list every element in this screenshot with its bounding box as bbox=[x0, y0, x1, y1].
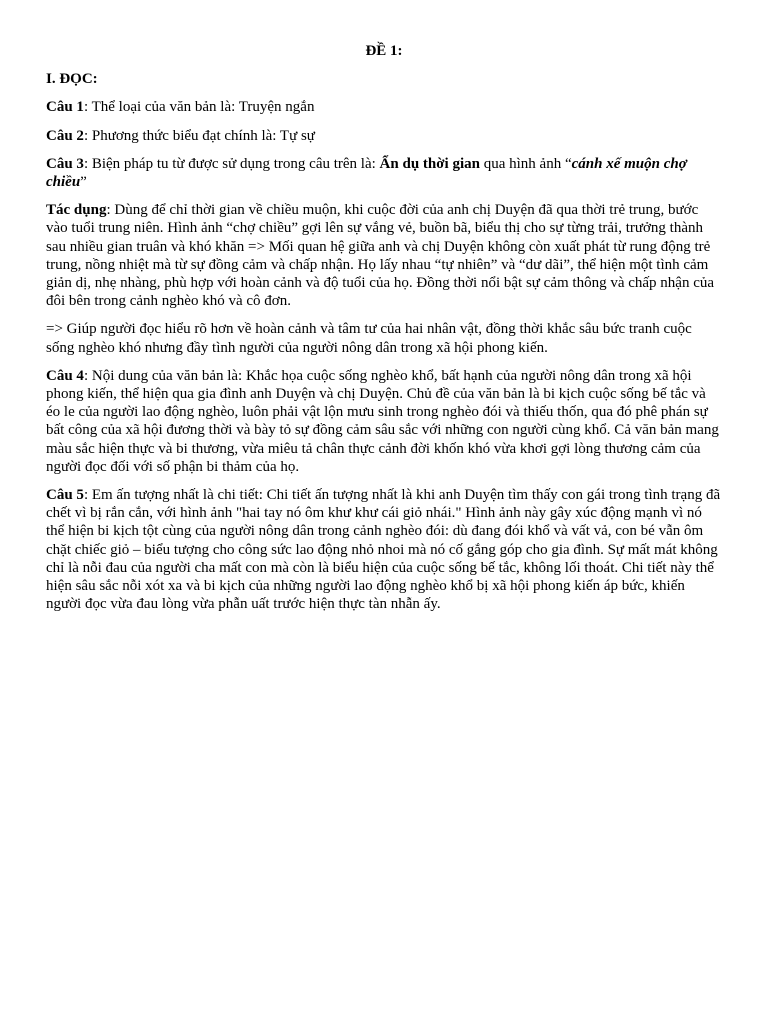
document-page bbox=[46, 42, 722, 623]
question-3-label: Câu 3 bbox=[46, 155, 84, 172]
question-3-text-a: : Biện pháp tu từ được sử dụng trong câu trên là: bbox=[83, 155, 380, 172]
question-2-text: : Phương thức biểu đạt chính là: Tự sự bbox=[83, 127, 315, 144]
question-3-text-c: ” bbox=[80, 174, 87, 191]
effect-label: Tác dụng bbox=[46, 202, 107, 219]
question-5-text: : Em ấn tượng nhất là chi tiết: Chi tiết ấn tượng nhất là khi anh Duyện tìm thấy con gái trong tình trạng đã chết vì bị rắn cắn, với hình ảnh "hai tay nó ôm khư khư cái giỏ nhái." Hình ảnh này gây xúc động mạnh vì nó thể hiện bi kịch tột cùng của người nông dân trong cảnh nghèo đói: dù đang đói khổ và vất vả, con bé vẫn ôm chặt chiếc giỏ – biểu tượng cho công sức lao động nhỏ nhoi mà nó cố gắng góp cho gia đình. Sự mất mát không chỉ là nỗi đau của người cha mất con mà còn là biểu hiện của cuộc sống bế tắc, không lối thoát. Chi tiết này thể hiện sâu sắc nỗi xót xa và bi kịch của những người lao động nghèo khổ bị xã hội phong kiến áp bức, khiến người đọc vừa đau lòng vừa phẫn uất trước hiện thực tàn nhẫn ấy. bbox=[46, 487, 721, 613]
conclusion-paragraph: => Giúp người đọc hiểu rõ hơn về hoàn cảnh và tâm tư của hai nhân vật, đồng thời khắc sâu bức tranh cuộc sống nghèo khó nhưng đầy tình người của người nông dân trong xã hội phong kiến. bbox=[46, 321, 692, 356]
question-1 bbox=[46, 98, 722, 116]
question-5-label: Câu 5 bbox=[46, 487, 84, 504]
question-3-text-b: qua hình ảnh “ bbox=[479, 155, 572, 172]
question-3-image: cánh xế muộn chợ chiều bbox=[46, 155, 687, 191]
question-4-text: : Nội dung của văn bản là: Khắc họa cuộc sống nghèo khổ, bất hạnh của người nông dân trong xã hội phong kiến, thể hiện qua gia đình anh Duyện và chị Duyện. Chủ đề của văn bản là bi kịch cuộc sống bế tắc và éo le của người lao động nghèo, luôn phải vật lộn mưu sinh trong nghèo đói và thiếu thốn, qua đó phê phán sự bất công của xã hội đương thời và bày tỏ sự đồng cảm sâu sắc với những con người cùng khổ. Cả văn bản mang màu sắc hiện thực và bi thương, vừa miêu tả chân thực cảnh đời khốn khó vừa khơi gợi lòng thương cảm của người đọc đối với số phận bi thảm của họ. bbox=[46, 367, 719, 475]
document-title: ĐỀ 1: bbox=[365, 43, 403, 59]
question-4 bbox=[46, 367, 722, 476]
effect-text: : Dùng để chỉ thời gian về chiều muộn, khi cuộc đời của anh chị Duyện đã qua thời trẻ trung, bước vào tuổi trung niên. Hình ảnh “chợ chiều” gợi lên sự vắng vẻ, buồn bã, biểu thị cho sự từng trải, trưởng thành sau nhiều gian truân và khó khăn => Mối quan hệ giữa anh và chị Duyện không còn xuất phát từ rung động trẻ trung, nồng nhiệt mà từ sự đồng cảm và chấp nhận. Họ lấy nhau “tự nhiên” và “dư dãi”, thể hiện một tình cảm giản dị, nhẹ nhàng, phù hợp với hoàn cảnh và độ tuổi của họ. Đồng thời nổi bật sự cảm thông và chấp nhận của đôi bên trong cảnh nghèo khó và cô đơn. bbox=[46, 202, 715, 310]
question-3-device: Ẩn dụ thời gian bbox=[379, 155, 480, 172]
question-2 bbox=[46, 127, 722, 145]
question-5 bbox=[46, 486, 722, 613]
question-2-label: Câu 2 bbox=[46, 127, 84, 144]
question-3 bbox=[46, 155, 722, 191]
question-1-label: Câu 1 bbox=[46, 99, 84, 116]
effect-paragraph bbox=[46, 201, 722, 310]
question-4-label: Câu 4 bbox=[46, 367, 84, 384]
section-heading: I. ĐỌC: bbox=[46, 71, 98, 88]
question-1-text: : Thể loại của văn bản là: Truyện ngắn bbox=[83, 99, 315, 116]
